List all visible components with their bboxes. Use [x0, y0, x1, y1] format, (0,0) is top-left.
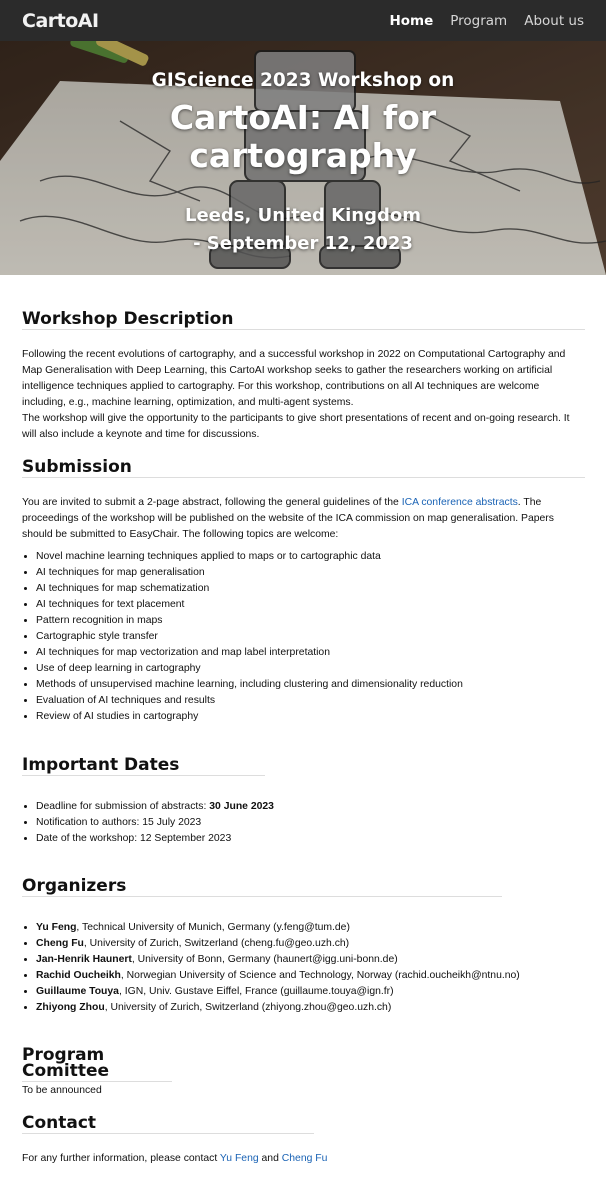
- contact-and: and: [258, 1153, 282, 1164]
- contact-text-before: For any further information, please contact: [22, 1153, 220, 1164]
- brand-logo[interactable]: CartoAI: [22, 9, 99, 32]
- contact-text: [22, 1151, 585, 1167]
- organizer-info: , University of Zurich, Switzerland (zhiyong.zhou@geo.uzh.ch): [104, 1002, 392, 1013]
- list-item: • AI techniques for map schematization: [36, 581, 585, 597]
- nav-program[interactable]: Program: [450, 12, 508, 29]
- list-item: [36, 968, 585, 984]
- list-item: • AI techniques for text placement: [36, 597, 585, 613]
- date-label: Notification to authors: 15 July 2023: [36, 817, 202, 828]
- description-text: [22, 347, 585, 443]
- organizer-info: , University of Bonn, Germany (haunert@igg.uni-bonn.de): [131, 954, 398, 965]
- topics-list: [22, 549, 585, 725]
- list-item: • Use of deep learning in cartography: [36, 661, 585, 677]
- list-item: • Evaluation of AI techniques and results: [36, 693, 585, 709]
- list-item: • AI techniques for map vectorization and map label interpretation: [36, 645, 585, 661]
- list-item: [36, 815, 585, 831]
- list-item: • Novel machine learning techniques applied to maps or to cartographic data: [36, 549, 585, 565]
- description-heading: Workshop Description: [22, 311, 585, 330]
- committee-text: To be announced: [22, 1085, 102, 1096]
- date-label: Deadline for submission of abstracts:: [36, 801, 210, 812]
- hero-location: Leeds, United Kingdom - September 12, 2023: [185, 205, 421, 254]
- contact-heading: Contact: [22, 1115, 314, 1134]
- nav-about[interactable]: About us: [524, 12, 584, 29]
- list-item: • Cartographic style transfer: [36, 629, 585, 645]
- contact-link-yu-feng[interactable]: Yu Feng: [219, 1153, 259, 1164]
- submission-intro: [22, 495, 585, 543]
- list-item: [36, 1000, 585, 1016]
- organizer-name: Zhiyong Zhou: [36, 1002, 105, 1013]
- main-nav: [389, 13, 584, 29]
- submission-intro-before: You are invited to submit a 2-page abstract, following the general guidelines of the: [22, 497, 402, 508]
- organizer-info: , University of Zurich, Switzerland (cheng.fu@geo.uzh.ch): [83, 938, 350, 949]
- description-paragraph-2: The workshop will give the opportunity to the participants to give short presentations of recent and on-going research. It will also include a keynote and time for discussions.: [22, 413, 570, 440]
- list-item: [36, 831, 585, 847]
- organizer-name: Guillaume Touya: [36, 986, 119, 997]
- submission-heading: Submission: [22, 459, 585, 478]
- organizer-name: Cheng Fu: [36, 938, 84, 949]
- navbar: [0, 0, 606, 41]
- date-value: 30 June 2023: [209, 801, 274, 812]
- description-paragraph-1: Following the recent evolutions of cartography, and a successful workshop in 2022 on Computational Cartography and Map Generalisation with Deep Learning, this CartoAI workshop seeks to gather the researchers working on artificial intelligence techniques applied to cartography. For this workshop, contributions on all AI techniques are welcome including, e.g., machine learning, optimization, and multi-agent systems.: [22, 349, 566, 408]
- submission-intro-after: . The proceedings of the workshop will be published on the website of the ICA commission on map generalisation. Papers should be submitted to EasyChair. The following topics are welcome:: [22, 497, 554, 540]
- hero-banner: [0, 41, 606, 275]
- nav-home[interactable]: Home: [389, 12, 434, 29]
- committee-heading: Program Comittee: [22, 1047, 172, 1082]
- list-item: [36, 936, 585, 952]
- organizers-list: [22, 920, 585, 1016]
- ica-abstracts-link[interactable]: ICA conference abstracts: [401, 497, 518, 508]
- hero-title: CartoAI: AI for cartography: [169, 98, 437, 175]
- list-item: • Review of AI studies in cartography: [36, 709, 585, 725]
- organizer-name: Yu Feng: [36, 922, 77, 933]
- list-item: [36, 952, 585, 968]
- organizer-info: , IGN, Univ. Gustave Eiffel, France (guillaume.touya@ign.fr): [118, 986, 394, 997]
- hero-subtitle: GIScience 2023 Workshop on: [151, 70, 455, 91]
- organizers-heading: Organizers: [22, 878, 502, 897]
- dates-list: [22, 799, 585, 847]
- list-item: [36, 799, 585, 815]
- list-item: • Pattern recognition in maps: [36, 613, 585, 629]
- date-label: Date of the workshop: 12 September 2023: [36, 833, 232, 844]
- organizer-info: , Technical University of Munich, Germany (y.feng@tum.de): [76, 922, 350, 933]
- contact-link-cheng-fu[interactable]: Cheng Fu: [281, 1153, 328, 1164]
- organizer-name: Jan-Henrik Haunert: [36, 954, 132, 965]
- dates-heading: Important Dates: [22, 757, 265, 776]
- list-item: [36, 920, 585, 936]
- organizer-info: , Norwegian University of Science and Technology, Norway (rachid.oucheikh@ntnu.no): [120, 970, 520, 981]
- organizer-name: Rachid Oucheikh: [36, 970, 121, 981]
- list-item: • Methods of unsupervised machine learning, including clustering and dimensionality reduction: [36, 677, 585, 693]
- list-item: [36, 984, 585, 1000]
- list-item: • AI techniques for map generalisation: [36, 565, 585, 581]
